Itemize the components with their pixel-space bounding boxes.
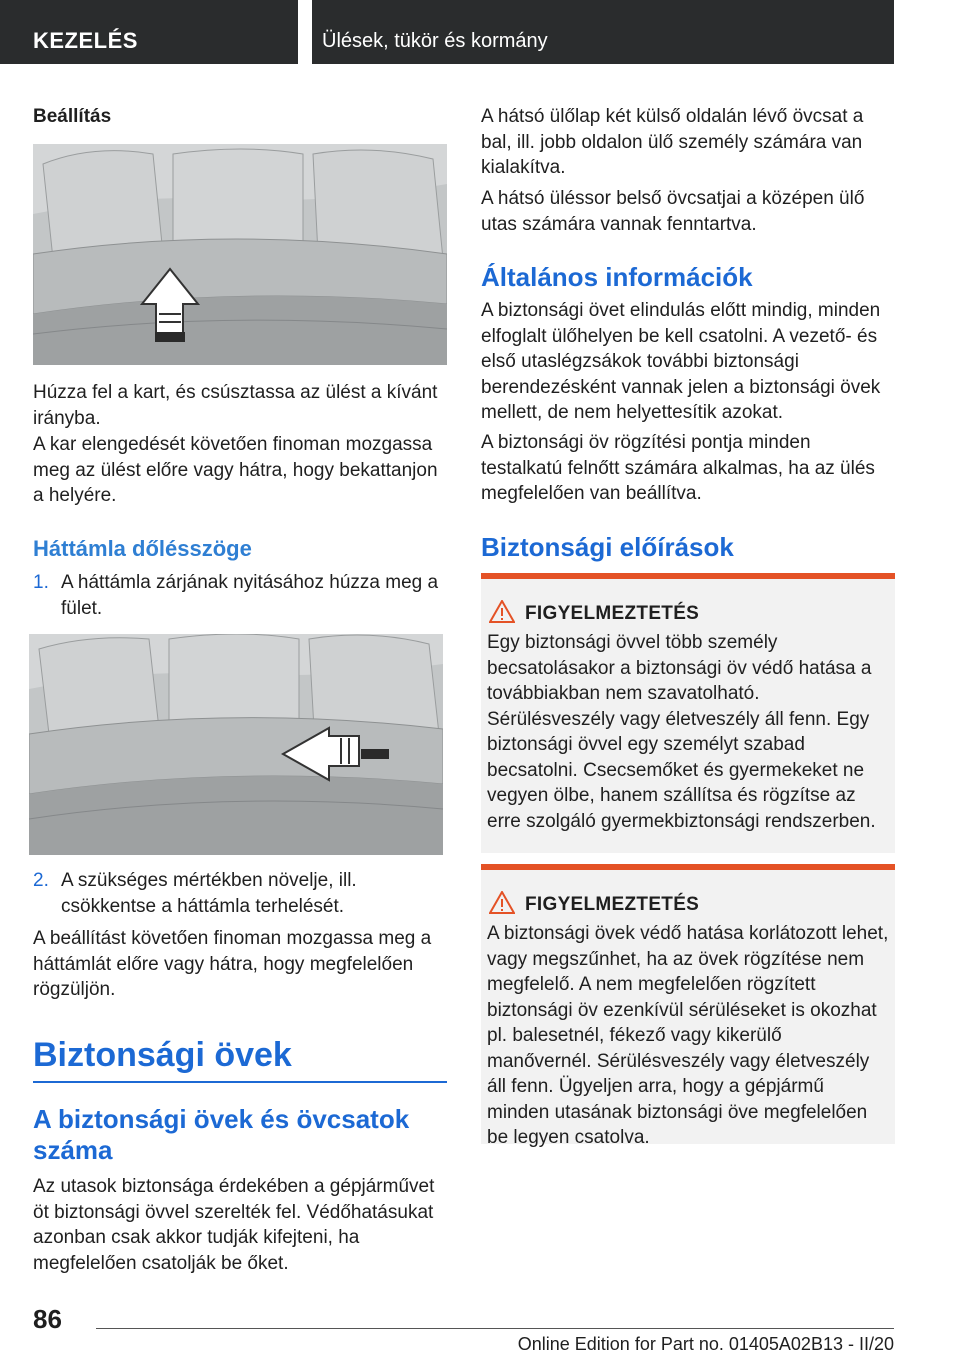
warning-box — [481, 864, 895, 1148]
paragraph: A beállítást követően finoman mozgassa meg a háttámlát előre vagy hátra, hogy megfelelően rögzüljön. — [33, 928, 432, 1000]
heading-biztonsagi-ovek: Biztonsági övek — [33, 1036, 292, 1074]
paragraph: A kar elengedését követően finoman mozgassa meg az ülést előre vagy hátra, hogy bekattanjon a helyére. — [33, 434, 438, 506]
heading-altalanos: Általános információk — [481, 262, 753, 292]
backrest-tab-photo — [29, 634, 443, 855]
heading-ovek-szama: A biztonsági övek és övcsatok száma — [33, 1104, 410, 1165]
list-item — [33, 868, 447, 920]
warning-triangle-icon — [489, 891, 515, 919]
warning-title: FIGYELMEZTETÉS — [525, 894, 700, 915]
warning-bar — [481, 573, 895, 579]
warning-box — [481, 573, 895, 853]
paragraph: A biztonsági öv rögzítési pontja minden testalkatú felnőtt számára alkalmas, ha az ülés megfelelően van beállítva. — [481, 432, 875, 504]
seat-lever-photo — [33, 144, 447, 365]
warning-text: Egy biztonsági övvel több személy becsatolásakor a biztonsági öv védő hatása a továbbiakban nem szavatolható. Sérülésveszély vagy életveszély áll fenn. Egy biztonsági övvel egy személyt szabad becsatolni. Csecsemőket és gyermekeket ne vegyen ölbe, hanem szállítsa és rögzítse az erre szolgáló gyermekbiztonsági rendszerben. — [487, 632, 876, 832]
page-header — [0, 0, 960, 66]
edition-text[interactable]: Online Edition for Part no. 01405A02B13 - II/20 — [517, 1334, 894, 1354]
list-text: A szükséges mértékben növelje, ill. csökkentse a háttámla terhelését. — [61, 870, 357, 917]
paragraph: A biztonsági övet elindulás előtt mindig, minden elfoglalt ülőhelyen be kell csatolni. A vezető- és első utaslégzsákok további biztonsági berendezésként vannak jelen a biztonsági övek mellett, de nem helyettesítik azokat. — [481, 300, 881, 423]
paragraph: Húzza fel a kart, és csúsztassa az ülést a kívánt irányba. — [33, 382, 438, 429]
warning-bar — [481, 864, 895, 870]
footer-rule — [96, 1328, 894, 1329]
warning-triangle-icon — [489, 600, 515, 628]
heading-beallitas: Beállítás — [33, 106, 112, 127]
heading-hattamla: Háttámla dőlésszöge — [33, 536, 252, 561]
page-number: 86 — [33, 1304, 62, 1334]
warning-title: FIGYELMEZTETÉS — [525, 603, 700, 624]
list-number: 1. — [33, 572, 49, 593]
warning-text: A biztonsági övek védő hatása korlátozott lehet, vagy megszűnhet, ha az övek rögzítése nem megfelelő. A nem megfelelően rögzített biztonsági öv ezenkívül sérüléseket is okozhat pl. balesetnél, fékező vagy kikerülő manővernél. Sérülésveszély vagy életveszély áll fenn. Ügyeljen arra, hogy a gépjármű minden utasának biztonsági öve megfelelően be legyen csatolva. — [487, 923, 889, 1148]
section-divider — [33, 1081, 447, 1083]
paragraph: A hátsó üléssor belső övcsatjai a középen ülő utas számára vannak fenntartva. — [481, 188, 865, 235]
paragraph: Az utasok biztonsága érdekében a gépjárművet öt biztonsági övvel szerelték fel. Védőhatásukat azonban csak akkor tudják kifejteni, ha megfelelően csatolják be őket. — [33, 1176, 435, 1274]
chapter-title: Ülések, tükör és kormány — [312, 0, 894, 64]
heading-eloirasok: Biztonsági előírások — [481, 532, 734, 562]
list-item — [33, 570, 447, 622]
paragraph: A hátsó ülőlap két külső oldalán lévő övcsat a bal, ill. jobb oldalon ülő személy számára van kialakítva. — [481, 106, 864, 178]
list-text: A háttámla zárjának nyitásához húzza meg a fület. — [61, 572, 439, 619]
list-number: 2. — [33, 870, 49, 891]
section-tab[interactable]: KEZELÉS — [0, 0, 298, 64]
